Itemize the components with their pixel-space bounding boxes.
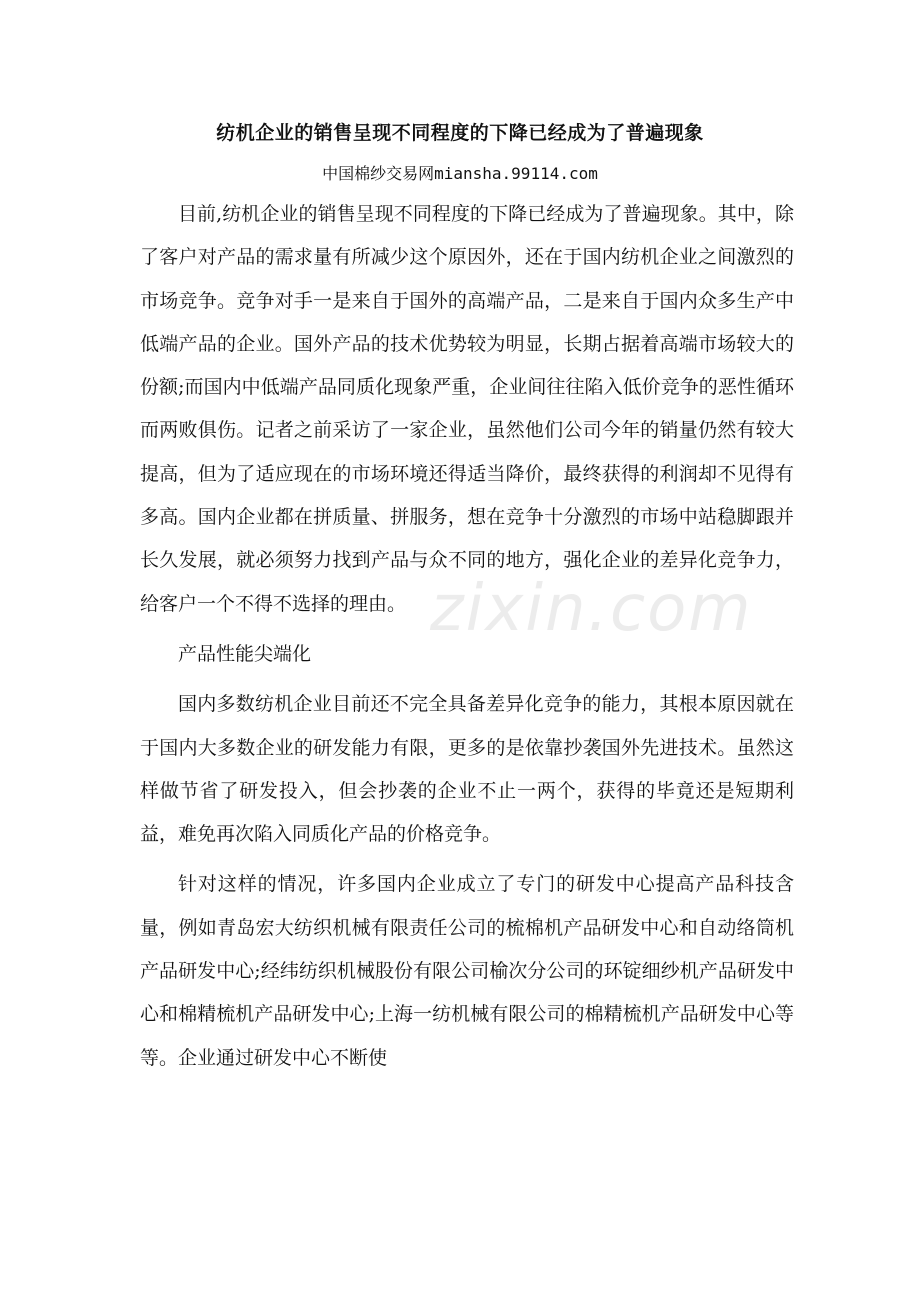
body-paragraph: 针对这样的情况，许多国内企业成立了专门的研发中心提高产品科技含量，例如青岛宏大纺织机械有限责任公司的梳棉机产品研发中心和自动络筒机产品研发中心;经纬纺织机械股份有限公司榆次分公司的环锭细纱机产品研发中心和棉精梳机产品研发中心;上海一纺机械有限公司的棉精梳机产品研发中心等等。企业通过研发中心不断使 [140,873,794,1069]
document-source: 中国棉纱交易网miansha.99114.com [322,164,598,183]
watermark: zixin.com [430,572,753,646]
body-paragraph: 目前,纺机企业的销售呈现不同程度的下降已经成为了普遍现象。其中，除了客户对产品的需求量有所减少这个原因外，还在于国内纺机企业之间激烈的市场竞争。竞争对手一是来自于国外的高端产品，二是来自于国内众多生产中低端产品的企业。国外产品的技术优势较为明显，长期占据着高端市场较大的份额;而国内中低端产品同质化现象严重，企业间往往陷入低价竞争的恶性循环而两败俱伤。记者之前采访了一家企业，虽然他们公司今年的销量仍然有较大提高，但为了适应现在的市场环境还得适当降价，最终获得的利润却不见得有多高。国内企业都在拼质量、拼服务，想在竞争十分激烈的市场中站稳脚跟并长久发展，就必须努力找到产品与众不同的地方，强化企业的差异化竞争力，给客户一个不得不选择的理由。 [140,203,794,615]
section-heading: 产品性能尖端化 [178,642,312,665]
body-paragraph: 国内多数纺机企业目前还不完全具备差异化竞争的能力，其根本原因就在于国内大多数企业的研发能力有限，更多的是依靠抄袭国外先进技术。虽然这样做节省了研发投入，但会抄袭的企业不止一两个，获得的毕竟还是短期利益，难免再次陷入同质化产品的价格竞争。 [140,693,794,846]
document-title: 纺机企业的销售呈现不同程度的下降已经成为了普遍现象 [216,122,704,144]
document-body [140,193,794,1080]
